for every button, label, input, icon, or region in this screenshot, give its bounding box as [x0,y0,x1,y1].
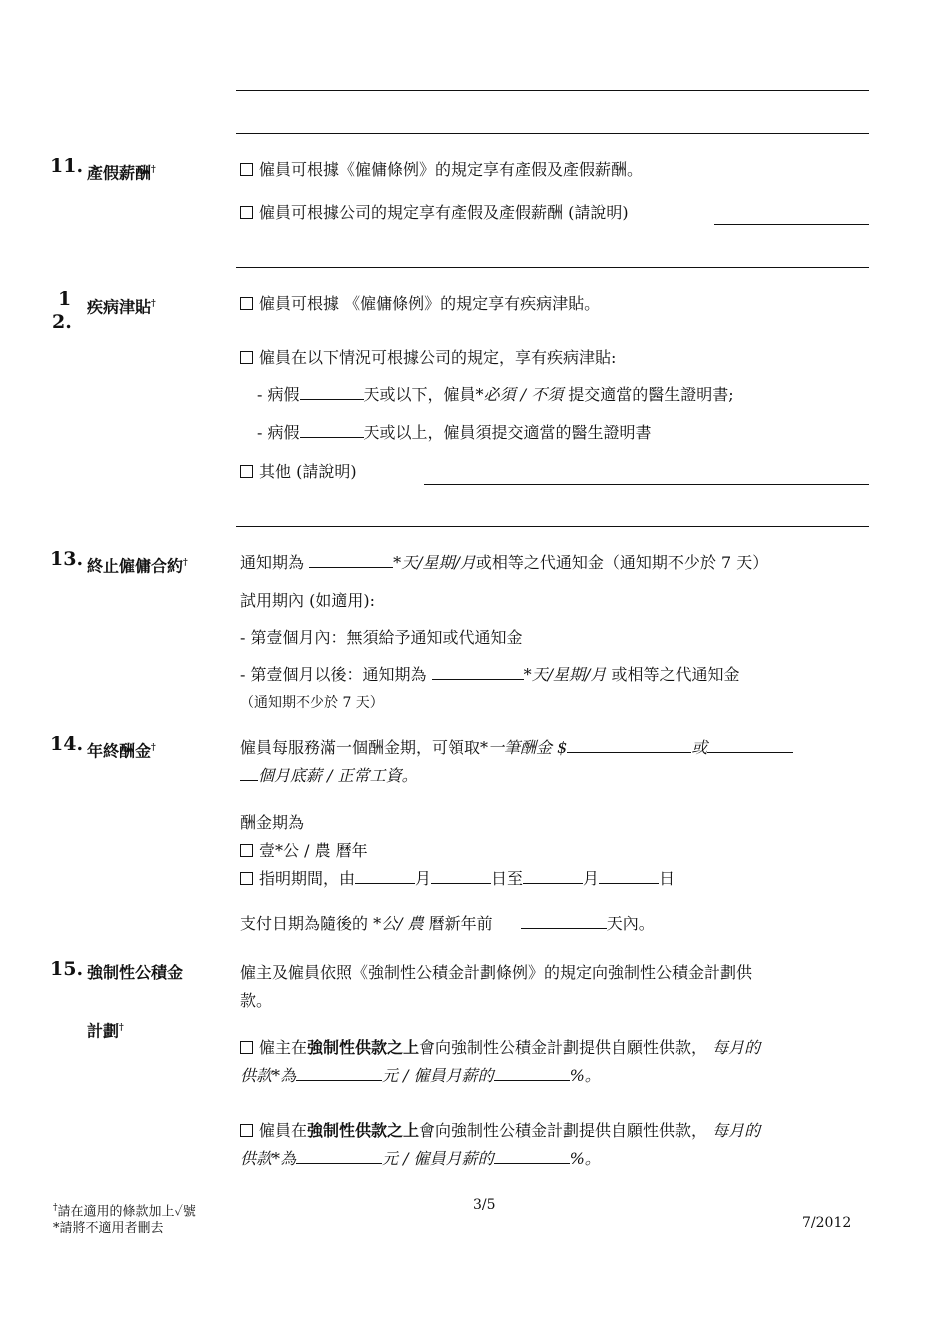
fill-line[interactable] [236,526,869,527]
text-line: 支付日期為隨後的 *公/ 農 曆新年前 天內。 [240,914,655,933]
text-line: - 病假 天或以上，僱員須提交適當的醫生證明書 [257,423,652,442]
section-label: 終止僱傭合約† [87,556,188,576]
fill-line[interactable] [236,90,869,91]
section-number: 13. [50,548,84,570]
text-line: - 第壹個月內：無須給予通知或代通知金 [240,628,523,647]
checkbox-option[interactable]: 壹*公 / 農 曆年 [240,841,368,861]
checkbox[interactable] [240,163,253,176]
checkbox-option[interactable]: 僱主在強制性供款之上會向強制性公積金計劃提供自願性供款， 每月的 [240,1038,760,1058]
text-line: 供款*為 元 / 僱員月薪的 %。 [240,1066,601,1085]
fill-line[interactable] [236,133,869,134]
section-number: 1 [58,288,72,310]
page-number: 3/5 [473,1197,496,1213]
fill-line[interactable] [236,267,869,268]
section-number: 11. [50,155,84,177]
fill-blank[interactable] [599,869,659,884]
fill-blank[interactable] [432,665,524,680]
checkbox[interactable] [240,297,253,310]
checkbox[interactable] [240,1041,253,1054]
checkbox-option[interactable]: 僱員在強制性供款之上會向強制性公積金計劃提供自願性供款， 每月的 [240,1121,760,1141]
text-line: 款。 [240,991,273,1010]
text-line: 通知期為 *天/星期/月或相等之代通知金（通知期不少於 7 天） [240,553,769,572]
fill-blank[interactable] [296,1149,382,1164]
text-line: 試用期內 (如適用): [240,591,375,610]
checkbox-option[interactable]: 僱員可根據《僱傭條例》的規定享有產假及產假薪酬。 [240,160,643,180]
checkbox[interactable] [240,844,253,857]
section-number: 14. [50,733,84,755]
text-line: - 病假 天或以下，僱員*必須 / 不須 提交適當的醫生證明書; [257,385,734,404]
section-label: 強制性公積金 [87,963,184,982]
checkbox-option[interactable]: 僱員可根據公司的規定享有產假及產假薪酬 (請說明) [240,203,629,223]
checkbox-option[interactable]: 僱員在以下情況可根據公司的規定，享有疾病津貼: [240,348,616,368]
section-number: 15. [50,958,84,980]
fill-blank[interactable] [707,738,793,753]
checkbox[interactable] [240,206,253,219]
fill-blank[interactable] [309,553,393,568]
fill-line[interactable] [424,484,869,485]
fill-blank[interactable] [523,869,583,884]
text-line: 僱主及僱員依照《強制性公積金計劃條例》的規定向強制性公積金計劃供 [240,963,753,982]
checkbox[interactable] [240,351,253,364]
revision-date: 7/2012 [802,1215,852,1231]
fill-blank[interactable] [521,914,607,929]
fill-line[interactable] [714,224,869,225]
fill-blank[interactable] [567,738,691,753]
checkbox-option[interactable]: 其他 (請說明) [240,462,357,482]
fill-blank[interactable] [296,1066,382,1081]
checkbox[interactable] [240,1124,253,1137]
section-label: 計劃† [87,1021,124,1041]
text-line: 個月底薪 / 正常工資。 [240,766,418,786]
footnote-asterisk: *請將不適用者刪去 [53,1221,164,1236]
fill-blank[interactable] [300,423,364,438]
fill-blank[interactable] [355,869,415,884]
section-label: 產假薪酬† [87,163,156,183]
section-number: 2. [52,311,72,333]
checkbox[interactable] [240,872,253,885]
fill-blank[interactable] [494,1149,570,1164]
section-label: 疾病津貼† [87,297,156,317]
footnote-dagger: †請在適用的條款加上✓號 [53,1203,196,1220]
section-label: 年終酬金† [87,741,156,761]
text-line: - 第壹個月以後：通知期為 *天/星期/月 或相等之代通知金 [240,665,740,684]
text-line: 供款*為 元 / 僱員月薪的 %。 [240,1149,601,1168]
text-line: 酬金期為 [240,813,305,832]
text-line: （通知期不少於 7 天） [240,695,384,711]
text-line: 僱員每服務滿一個酬金期，可領取*一筆酬金 $ 或 [240,738,793,758]
checkbox-option[interactable]: 僱員可根據 《僱傭條例》的規定享有疾病津貼。 [240,294,600,314]
fill-blank[interactable] [300,385,364,400]
fill-blank[interactable] [494,1066,570,1081]
checkbox[interactable] [240,465,253,478]
checkbox-option[interactable]: 指明期間，由 月 日至 月 日 [240,869,675,889]
fill-blank[interactable] [431,869,491,884]
fill-blank[interactable] [240,766,258,781]
